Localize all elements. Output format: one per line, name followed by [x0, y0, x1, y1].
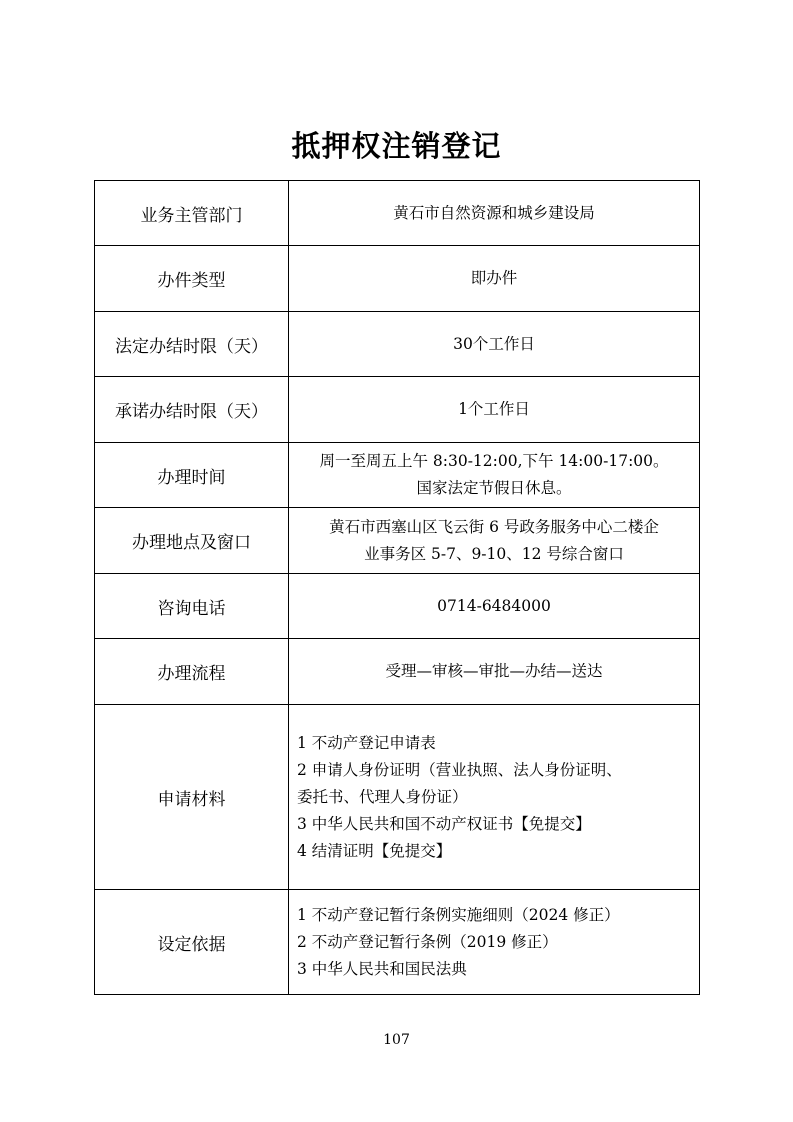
table-row-promised-time-limit [95, 377, 700, 443]
value-line: 4 结清证明【免提交】 [297, 841, 452, 860]
row-value [289, 443, 700, 508]
value-line: 业事务区 5-7、9-10、12 号综合窗口 [364, 544, 624, 563]
table-row-case-type [95, 246, 700, 312]
row-value [289, 181, 700, 246]
table-row-location [95, 508, 700, 574]
value-line: 受理—审核—审批—办结—送达 [385, 662, 603, 680]
value-line: 委托书、代理人身份证） [297, 787, 468, 806]
value-line: 即办件 [470, 269, 518, 287]
table-row-legal-basis [95, 890, 700, 995]
table-row-department [95, 181, 700, 246]
row-label: 设定依据 [95, 890, 289, 995]
value-line: 3 中华人民共和国民法典 [297, 959, 467, 978]
row-value [289, 246, 700, 312]
row-value [289, 312, 700, 377]
table-row-legal-time-limit [95, 312, 700, 377]
page-number: 107 [383, 1032, 410, 1048]
table-row-materials [95, 705, 700, 890]
row-label: 办件类型 [95, 246, 289, 312]
value-line: 2 不动产登记暂行条例（2019 修正） [297, 932, 558, 951]
table-row-office-hours [95, 443, 700, 508]
table-row-phone [95, 574, 700, 639]
row-label: 法定办结时限（天） [95, 312, 289, 377]
row-value [289, 508, 700, 574]
value-line: 黄石市西塞山区飞云街 6 号政务服务中心二楼企 [329, 517, 659, 536]
value-line: 0714-6484000 [437, 596, 551, 615]
procedure-info-table [94, 180, 700, 995]
row-value [289, 639, 700, 705]
row-label: 业务主管部门 [95, 181, 289, 246]
value-line: 国家法定节假日休息。 [416, 479, 572, 497]
row-value [289, 574, 700, 639]
row-label: 办理地点及窗口 [95, 508, 289, 574]
value-line: 2 申请人身份证明（营业执照、法人身份证明、 [297, 760, 622, 779]
document-title: 抵押权注销登记 [291, 129, 502, 163]
value-line: 1 不动产登记暂行条例实施细则（2024 修正） [297, 905, 620, 924]
row-value [289, 705, 700, 890]
row-value [289, 890, 700, 995]
row-label: 承诺办结时限（天） [95, 377, 289, 443]
row-label: 办理时间 [95, 443, 289, 508]
value-line: 1个工作日 [458, 400, 530, 418]
row-value [289, 377, 700, 443]
value-line: 3 中华人民共和国不动产权证书【免提交】 [297, 814, 591, 833]
table-row-process [95, 639, 700, 705]
value-line: 1 不动产登记申请表 [297, 733, 436, 752]
row-label: 办理流程 [95, 639, 289, 705]
value-line: 30个工作日 [453, 334, 535, 353]
value-line: 黄石市自然资源和城乡建设局 [393, 203, 595, 222]
value-line: 周一至周五上午 8:30-12:00,下午 14:00-17:00。 [319, 452, 669, 470]
row-label: 咨询电话 [95, 574, 289, 639]
row-label: 申请材料 [95, 705, 289, 890]
